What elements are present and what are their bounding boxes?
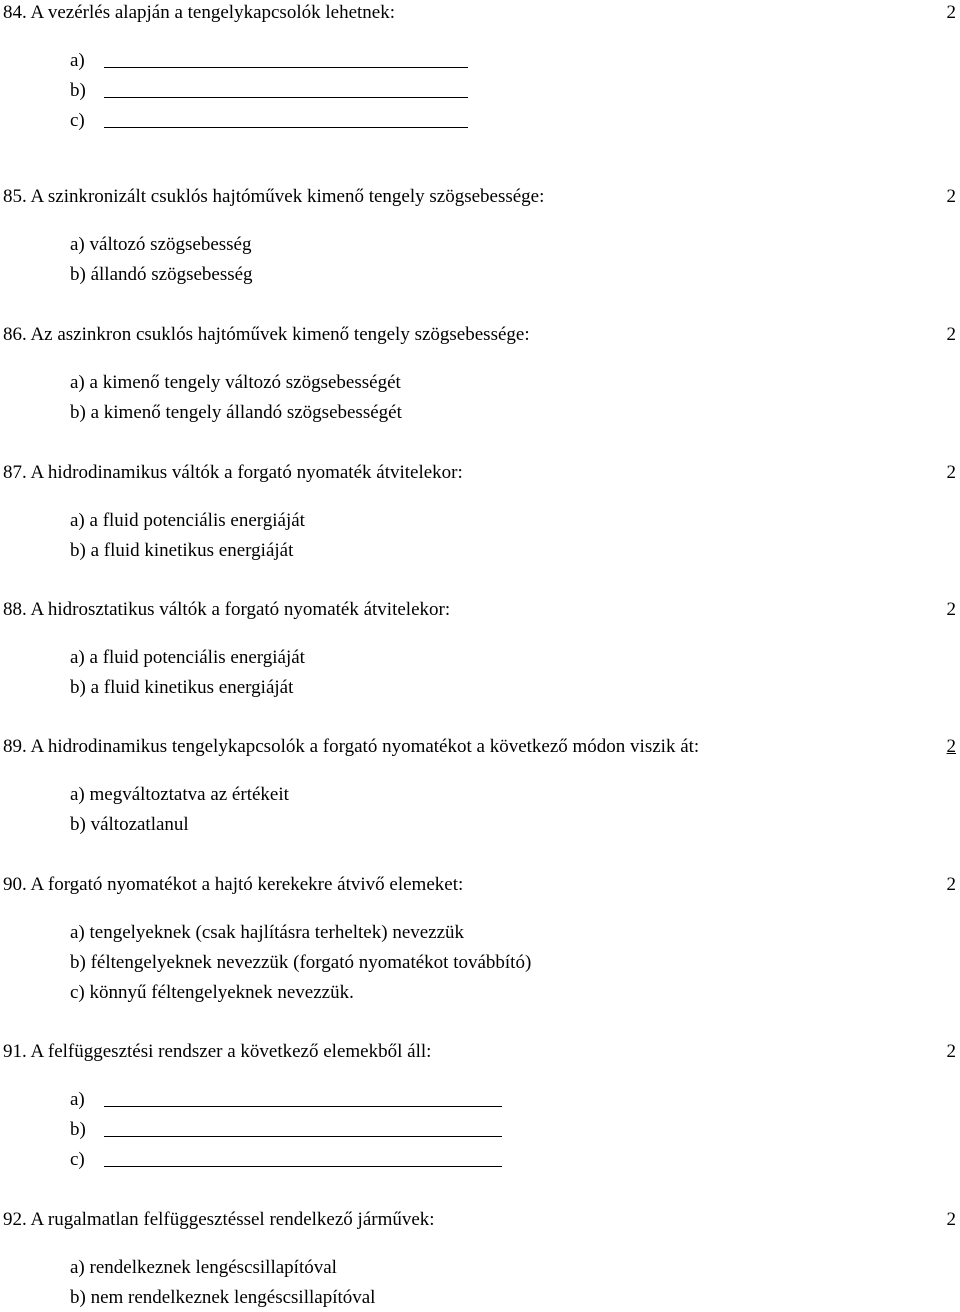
question-title: 84. A vezérlés alapján a tengelykapcsolók lehetnek:	[3, 2, 395, 23]
question-points: 2	[946, 874, 956, 895]
answer-option-c[interactable]: c) könnyű féltengelyeknek nevezzük.	[70, 982, 354, 1003]
question-points: 2	[946, 736, 956, 757]
answer-option-b[interactable]: b) a fluid kinetikus energiáját	[70, 677, 294, 698]
blank-line	[104, 1106, 502, 1107]
answer-option-a[interactable]: a) rendelkeznek lengéscsillapítóval	[70, 1257, 337, 1278]
question-title: 90. A forgató nyomatékot a hajtó kerekekre átvivő elemeket:	[3, 874, 464, 895]
answer-option-a[interactable]: a) tengelyeknek (csak hajlításra terheltek) nevezzük	[70, 922, 465, 943]
answer-blank-b[interactable]	[70, 1119, 86, 1141]
blank-line	[104, 127, 468, 128]
blank-label: c)	[70, 110, 85, 131]
answer-option-b[interactable]: b) a fluid kinetikus energiáját	[70, 540, 294, 561]
blank-line	[104, 67, 468, 68]
answer-option-b[interactable]: b) a kimenő tengely állandó szögsebességét	[70, 402, 402, 423]
question-points: 2	[946, 462, 956, 483]
answer-option-a[interactable]: a) megváltoztatva az értékeit	[70, 784, 289, 805]
answer-option-a[interactable]: a) változó szögsebesség	[70, 234, 252, 255]
answer-blank-b[interactable]	[70, 80, 86, 102]
answer-option-b[interactable]: b) változatlanul	[70, 814, 189, 835]
blank-line	[104, 1166, 502, 1167]
question-title: 86. Az aszinkron csuklós hajtóművek kimenő tengely szögsebessége:	[3, 324, 530, 345]
answer-blank-c[interactable]	[70, 1149, 85, 1171]
blank-label: b)	[70, 1119, 86, 1140]
question-points: 2	[946, 1041, 956, 1062]
question-points: 2	[946, 1209, 956, 1230]
question-title: 87. A hidrodinamikus váltók a forgató nyomaték átvitelekor:	[3, 462, 463, 483]
answer-option-a[interactable]: a) a kimenő tengely változó szögsebességét	[70, 372, 401, 393]
answer-option-a[interactable]: a) a fluid potenciális energiáját	[70, 510, 305, 531]
question-points: 2	[946, 186, 956, 207]
question-title: 91. A felfüggesztési rendszer a következő elemekből áll:	[3, 1041, 432, 1062]
question-points: 2	[946, 599, 956, 620]
question-title: 85. A szinkronizált csuklós hajtóművek kimenő tengely szögsebessége:	[3, 186, 545, 207]
answer-option-b[interactable]: b) nem rendelkeznek lengéscsillapítóval	[70, 1287, 376, 1308]
answer-option-b[interactable]: b) féltengelyeknek nevezzük (forgató nyomatékot továbbító)	[70, 952, 532, 973]
blank-line	[104, 1136, 502, 1137]
blank-label: a)	[70, 50, 85, 71]
answer-blank-a[interactable]	[70, 50, 85, 72]
answer-option-a[interactable]: a) a fluid potenciális energiáját	[70, 647, 305, 668]
answer-blank-a[interactable]	[70, 1089, 85, 1111]
question-title: 89. A hidrodinamikus tengelykapcsolók a forgató nyomatékot a következő módon viszik át:	[3, 736, 700, 757]
question-title: 88. A hidrosztatikus váltók a forgató nyomaték átvitelekor:	[3, 599, 451, 620]
answer-option-b[interactable]: b) állandó szögsebesség	[70, 264, 253, 285]
blank-label: c)	[70, 1149, 85, 1170]
blank-label: a)	[70, 1089, 85, 1110]
question-points: 2	[946, 2, 956, 23]
blank-label: b)	[70, 80, 86, 101]
blank-line	[104, 97, 468, 98]
question-points: 2	[946, 324, 956, 345]
answer-blank-c[interactable]	[70, 110, 85, 132]
question-title: 92. A rugalmatlan felfüggesztéssel rendelkező járművek:	[3, 1209, 435, 1230]
